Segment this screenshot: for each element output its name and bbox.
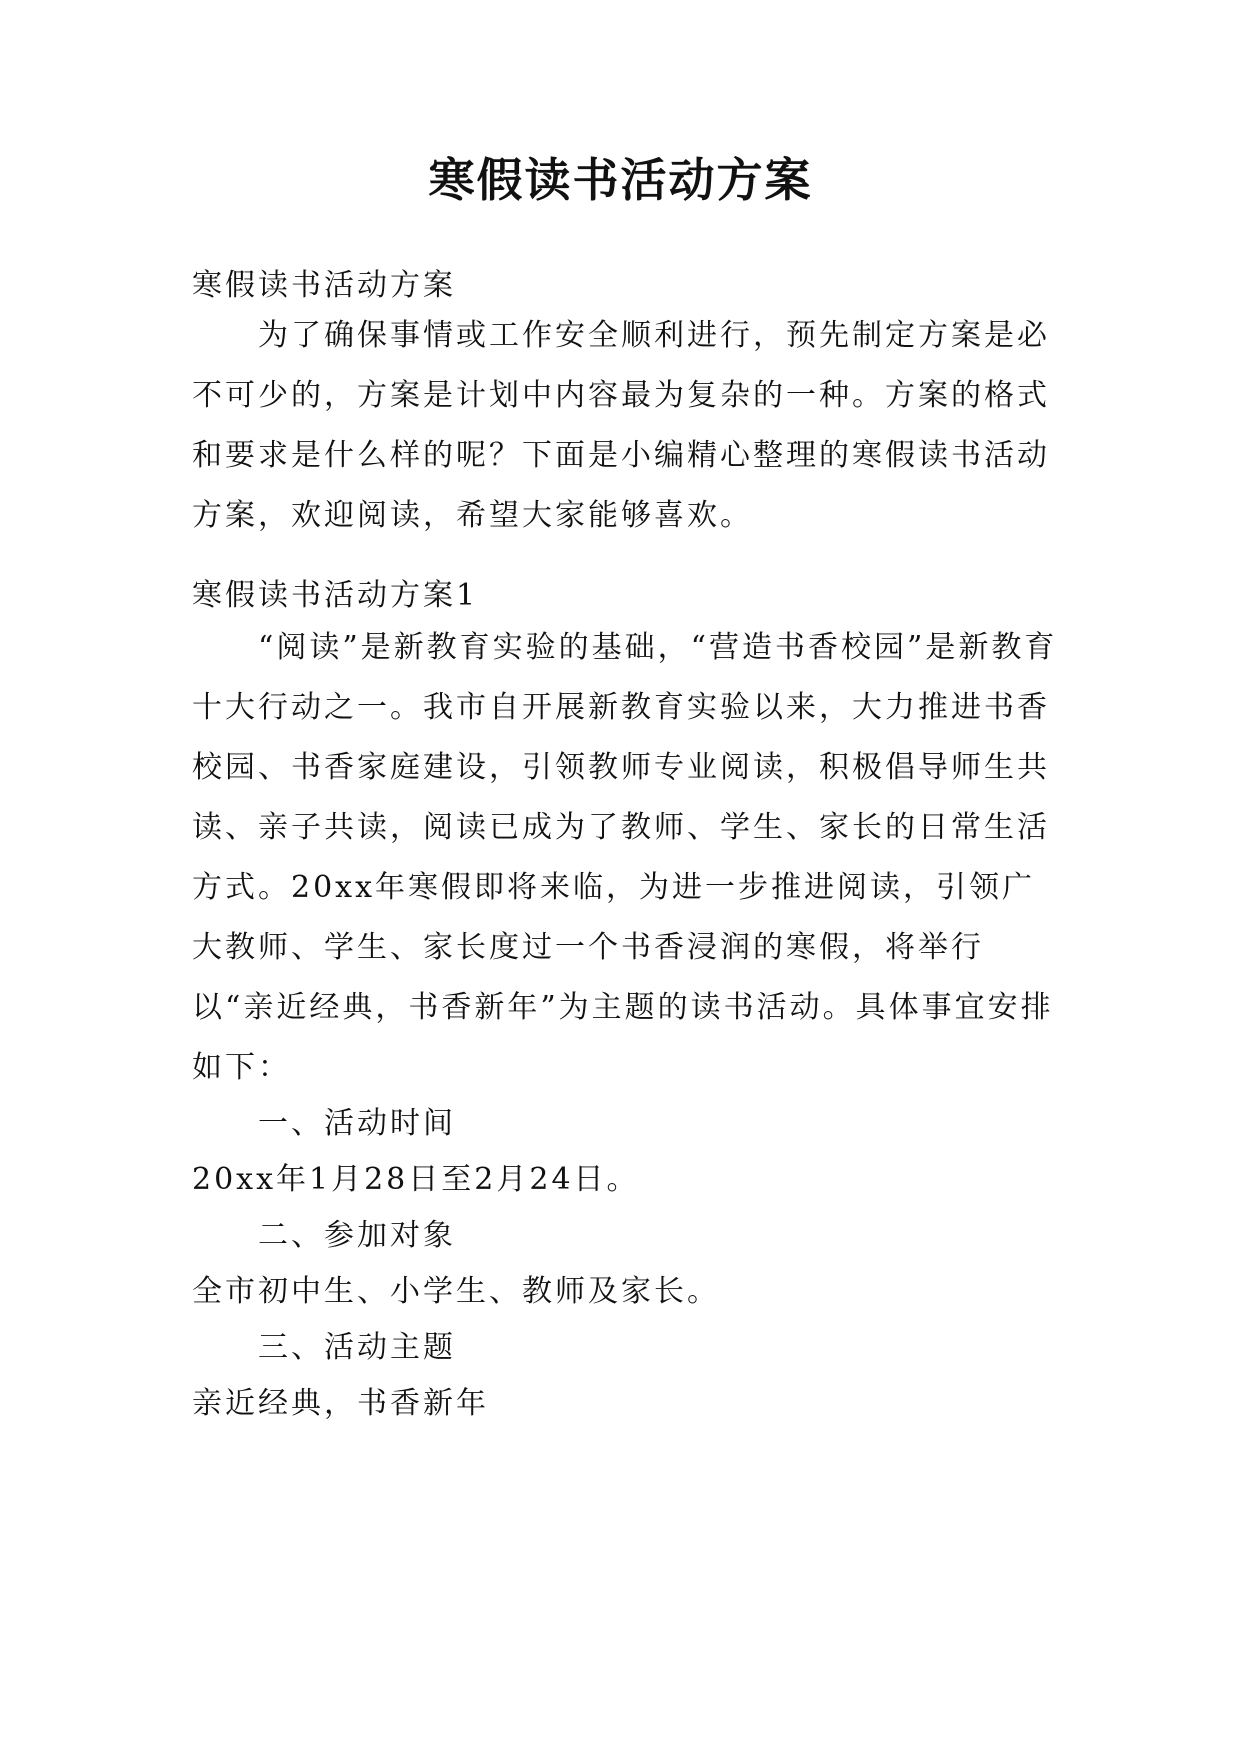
document-title: 寒假读书活动方案	[428, 153, 813, 207]
item-heading-theme: 三、活动主题	[258, 1330, 456, 1365]
section-1-paragraph: “阅读”是新教育实验的基础，“营造书香校园”是新教育十大行动之一。我市自开展新教育实验以来，大力推进书香校园、书香家庭建设，引领教师专业阅读，积极倡导师生共读、亲子共读，阅读已成为了教师、学生、家长的日常生活方式。20xx年寒假即将来临，为进一步推进阅读，引领广大教师、学生、家长度过一个书香浸润的寒假，将举行以“亲近经典，书香新年”为主题的读书活动。具体事宜安排如下：	[192, 630, 1058, 1085]
item-heading-time: 一、活动时间	[258, 1106, 456, 1141]
item-heading-participants: 二、参加对象	[258, 1218, 456, 1253]
section-1-title: 寒假读书活动方案1	[192, 578, 479, 613]
intro-paragraph: 为了确保事情或工作安全顺利进行，预先制定方案是必不可少的，方案是计划中内容最为复杂的一种。方案的格式和要求是什么样的呢？下面是小编精心整理的寒假读书活动方案，欢迎阅读，希望大家能够喜欢。	[192, 318, 1050, 533]
item-content-theme: 亲近经典，书香新年	[192, 1386, 489, 1421]
document-subtitle: 寒假读书活动方案	[192, 268, 456, 303]
item-content-time: 20xx年1月28日至2月24日。	[192, 1162, 640, 1197]
item-content-participants: 全市初中生、小学生、教师及家长。	[192, 1274, 720, 1309]
